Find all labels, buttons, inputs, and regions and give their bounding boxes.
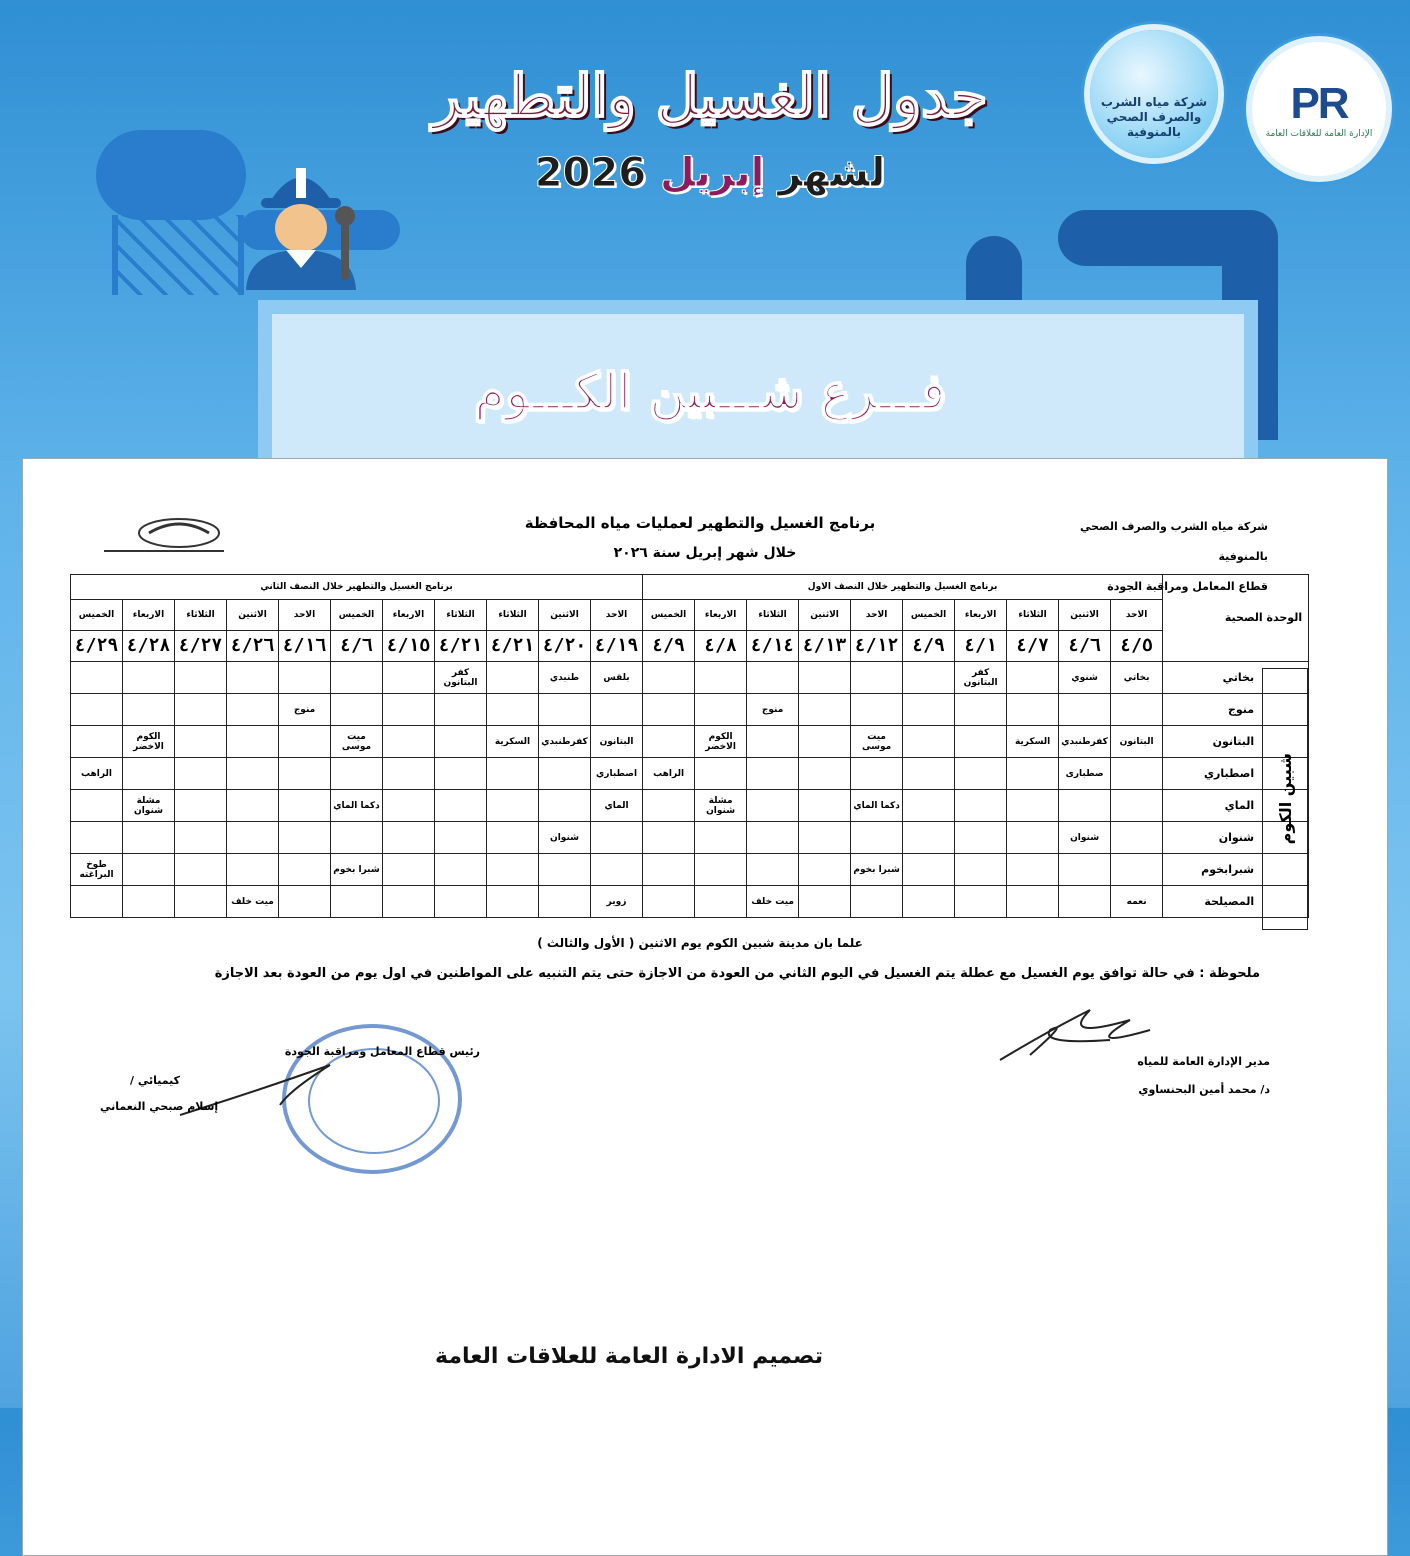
date-cell: ٤/٩ <box>643 631 695 662</box>
schedule-cell <box>279 790 331 822</box>
schedule-cell <box>799 790 851 822</box>
schedule-cell <box>643 694 695 726</box>
schedule-cell: صطبارى <box>1059 758 1111 790</box>
schedule-cell <box>799 726 851 758</box>
schedule-cell <box>955 790 1007 822</box>
second-half-header: برنامج الغسيل والتطهير خلال النصف الثاني <box>71 575 643 600</box>
date-cell: ٤/١٣ <box>799 631 851 662</box>
schedule-cell <box>1059 854 1111 886</box>
table-row <box>71 886 1309 918</box>
table-row <box>71 694 1309 726</box>
schedule-cell <box>227 758 279 790</box>
tank-stand <box>112 215 244 295</box>
schedule-cell <box>799 758 851 790</box>
schedule-cell <box>123 886 175 918</box>
doc-company-logo <box>104 515 224 555</box>
designer-credit: تصميم الادارة العامة للعلاقات العامة <box>430 1330 828 1382</box>
schedule-cell <box>799 694 851 726</box>
schedule-cell: بخاتي <box>1111 662 1163 694</box>
schedule-cell <box>903 886 955 918</box>
schedule-cell <box>903 854 955 886</box>
schedule-cell <box>71 726 123 758</box>
unit-name: الماي <box>1163 790 1309 822</box>
schedule-cell <box>123 662 175 694</box>
tank-icon <box>96 130 246 220</box>
schedule-cell <box>71 822 123 854</box>
schedule-cell <box>71 662 123 694</box>
schedule-cell <box>383 662 435 694</box>
schedule-cell: كفرطنبدي <box>539 726 591 758</box>
schedule-cell <box>1111 854 1163 886</box>
day-cell: الاحد <box>279 600 331 631</box>
schedule-cell <box>227 822 279 854</box>
schedule-cell: شنوي <box>1059 662 1111 694</box>
schedule-cell <box>175 822 227 854</box>
branch-title: فـــرع شـــبين الكـــوم <box>474 362 946 421</box>
schedule-cell <box>695 822 747 854</box>
schedule-cell <box>695 886 747 918</box>
table-row <box>71 758 1309 790</box>
day-cell: الاثنين <box>799 600 851 631</box>
schedule-cell: كفر البتانون <box>435 662 487 694</box>
day-cell: الاربعاء <box>955 600 1007 631</box>
schedule-cell <box>539 854 591 886</box>
day-cell: الخميس <box>71 600 123 631</box>
schedule-cell <box>1111 790 1163 822</box>
day-cell: الخميس <box>903 600 955 631</box>
schedule-cell <box>435 822 487 854</box>
schedule-cell: الكوم الاخضر <box>695 726 747 758</box>
schedule-cell: السكرية <box>1007 726 1059 758</box>
schedule-cell <box>279 662 331 694</box>
schedule-cell <box>383 694 435 726</box>
schedule-cell <box>123 758 175 790</box>
schedule-cell <box>331 694 383 726</box>
schedule-cell <box>71 886 123 918</box>
schedule-cell <box>747 790 799 822</box>
sig-left-name: إسلام صبحي النعماني <box>100 1100 219 1113</box>
schedule-cell: زوير <box>591 886 643 918</box>
schedule-cell <box>487 694 539 726</box>
schedule-cell: ميت خلف <box>747 886 799 918</box>
schedule-cell <box>1111 694 1163 726</box>
schedule-cell <box>383 822 435 854</box>
schedule-cell <box>1007 886 1059 918</box>
schedule-cell <box>279 854 331 886</box>
schedule-cell <box>851 822 903 854</box>
unit-name: المصيلحة <box>1163 886 1309 918</box>
schedule-cell: طوخ البراغته <box>71 854 123 886</box>
subtitle-prefix: لشهر <box>778 150 886 196</box>
schedule-cell <box>227 790 279 822</box>
schedule-cell <box>1111 822 1163 854</box>
monday-note: علما بان مدينة شبين الكوم يوم الاثنين ( الأول والثالث ) <box>537 936 863 950</box>
schedule-cell <box>175 694 227 726</box>
schedule-cell <box>695 758 747 790</box>
schedule-cell <box>695 854 747 886</box>
schedule-cell: شبرا بخوم <box>331 854 383 886</box>
schedule-cell: دكما الماي <box>331 790 383 822</box>
schedule-cell: كفر البتانون <box>955 662 1007 694</box>
schedule-cell: ميت موسى <box>331 726 383 758</box>
doc-title: برنامج الغسيل والتطهير لعمليات مياه المحافظة <box>524 514 876 532</box>
schedule-cell <box>123 854 175 886</box>
schedule-cell <box>643 886 695 918</box>
schedule-cell <box>955 886 1007 918</box>
schedule-cell: اصطباري <box>591 758 643 790</box>
date-cell: ٤/٧ <box>1007 631 1059 662</box>
schedule-cell: مشلة شنوان <box>695 790 747 822</box>
schedule-cell <box>903 694 955 726</box>
date-cell: ٤/٢٧ <box>175 631 227 662</box>
schedule-cell <box>435 758 487 790</box>
schedule-cell <box>123 694 175 726</box>
unit-name: شبرابخوم <box>1163 854 1309 886</box>
schedule-cell <box>435 790 487 822</box>
signature-left <box>100 1040 480 1113</box>
sig-right-name: د/ محمد أمين البحنساوي <box>1138 1083 1270 1096</box>
branch-vertical-text: شبين الكوم <box>1275 753 1295 845</box>
date-cell: ٤/٢٦ <box>227 631 279 662</box>
date-cell: ٤/٢٩ <box>71 631 123 662</box>
pr-logo-caption: الإدارة العامة للعلاقات العامة <box>1265 129 1373 139</box>
schedule-cell <box>955 694 1007 726</box>
schedule-cell <box>851 662 903 694</box>
schedule-cell <box>227 726 279 758</box>
pr-logo <box>1252 42 1386 176</box>
schedule-cell <box>227 854 279 886</box>
schedule-cell <box>279 886 331 918</box>
schedule-cell <box>643 790 695 822</box>
worker-icon <box>226 150 376 290</box>
table-row <box>71 854 1309 886</box>
schedule-cell <box>279 758 331 790</box>
schedule-cell: دكما الماي <box>851 790 903 822</box>
schedule-cell <box>539 694 591 726</box>
schedule-cell <box>1007 758 1059 790</box>
schedule-cell <box>643 726 695 758</box>
day-cell: الاحد <box>591 600 643 631</box>
schedule-cell <box>955 822 1007 854</box>
schedule-cell <box>1007 822 1059 854</box>
day-cell: الثلاثاء <box>175 600 227 631</box>
table-row <box>71 726 1309 758</box>
schedule-cell <box>851 758 903 790</box>
schedule-cell <box>903 726 955 758</box>
schedule-cell <box>71 790 123 822</box>
schedule-cell <box>643 822 695 854</box>
unit-name: شنوان <box>1163 822 1309 854</box>
schedule-cell <box>799 854 851 886</box>
schedule-cell: شنوان <box>1059 822 1111 854</box>
signature-right <box>1070 1048 1270 1104</box>
schedule-cell: ميت خلف <box>227 886 279 918</box>
day-cell: الاثنين <box>227 600 279 631</box>
day-cell: الاثنين <box>1059 600 1111 631</box>
schedule-cell <box>955 758 1007 790</box>
schedule-cell <box>1007 854 1059 886</box>
schedule-cell <box>227 662 279 694</box>
schedule-cell <box>955 854 1007 886</box>
schedule-cell: مشلة شنوان <box>123 790 175 822</box>
day-row <box>71 600 1309 631</box>
schedule-cell <box>539 886 591 918</box>
day-cell: الاحد <box>851 600 903 631</box>
schedule-cell <box>643 854 695 886</box>
schedule-cell <box>747 662 799 694</box>
schedule-cell: كفرطنبدي <box>1059 726 1111 758</box>
schedule-cell: الراهب <box>71 758 123 790</box>
schedule-cell <box>539 758 591 790</box>
schedule-cell: ميت موسى <box>851 726 903 758</box>
day-cell: الاثنين <box>539 600 591 631</box>
schedule-cell <box>539 790 591 822</box>
page-subtitle <box>520 150 900 196</box>
schedule-cell <box>175 886 227 918</box>
schedule-cell <box>383 854 435 886</box>
schedule-cell <box>903 822 955 854</box>
day-cell: الثلاثاء <box>487 600 539 631</box>
schedule-cell: بلقس <box>591 662 643 694</box>
doc-company-name: شركة مياه الشرب والصرف الصحي بالمنوفية <box>1080 520 1268 563</box>
schedule-cell: نعمه <box>1111 886 1163 918</box>
table-row <box>71 790 1309 822</box>
schedule-cell <box>279 822 331 854</box>
schedule-cell <box>851 694 903 726</box>
day-cell: الثلاثاء <box>747 600 799 631</box>
schedule-cell <box>435 726 487 758</box>
schedule-cell <box>1059 694 1111 726</box>
sig-left-role: كيميائي / <box>130 1074 180 1087</box>
schedule-cell: الماي <box>591 790 643 822</box>
water-logo-caption: شركة مياه الشرب والصرف الصحي بالمنوفية <box>1100 94 1208 139</box>
schedule-cell <box>747 822 799 854</box>
schedule-cell <box>175 726 227 758</box>
day-cell: الخميس <box>643 600 695 631</box>
schedule-cell <box>487 886 539 918</box>
pr-logo-text: PR <box>1290 79 1348 128</box>
day-cell: الثلاثاء <box>1007 600 1059 631</box>
schedule-cell <box>331 822 383 854</box>
page-title: جدول الغسيل والتطهير <box>432 62 988 130</box>
schedule-cell: طنبدي <box>539 662 591 694</box>
water-company-logo <box>1090 30 1218 158</box>
schedule-cell: منوج <box>279 694 331 726</box>
doc-sector: قطاع المعامل ومراقبة الجودة <box>1107 580 1268 593</box>
schedule-cell <box>487 790 539 822</box>
holiday-note: ملحوظة : في حالة توافق يوم الغسيل مع عطلة يتم الغسيل في اليوم الثاني من العودة من الاجازة حتى يتم التنبيه على المواطنين في اول يوم من العودة بعد الاجازة <box>214 966 1260 981</box>
table-row <box>71 822 1309 854</box>
sig-left-title: رئيس قطاع المعامل ومراقبة الجودة <box>284 1045 480 1058</box>
schedule-cell <box>175 758 227 790</box>
schedule-cell <box>383 758 435 790</box>
schedule-cell <box>435 854 487 886</box>
doc-period: خلال شهر إبريل سنة ٢٠٢٦ <box>613 545 797 561</box>
date-cell: ٤/٢٠ <box>539 631 591 662</box>
schedule-cell <box>331 662 383 694</box>
schedule-cell <box>331 886 383 918</box>
unit-name: منوج <box>1163 694 1309 726</box>
day-cell: الخميس <box>331 600 383 631</box>
schedule-cell <box>435 694 487 726</box>
schedule-cell: شبرا بخوم <box>851 854 903 886</box>
unit-name: بخاتي <box>1163 662 1309 694</box>
schedule-cell <box>747 854 799 886</box>
date-cell: ٤/١٢ <box>851 631 903 662</box>
schedule-cell <box>331 758 383 790</box>
date-cell: ٤/١٥ <box>383 631 435 662</box>
schedule-cell <box>643 662 695 694</box>
schedule-cell <box>1111 758 1163 790</box>
schedule-table <box>70 574 1309 918</box>
day-cell: الاربعاء <box>123 600 175 631</box>
schedule-cell <box>487 662 539 694</box>
date-cell: ٤/٢١ <box>435 631 487 662</box>
schedule-cell <box>799 662 851 694</box>
unit-name: اصطباري <box>1163 758 1309 790</box>
schedule-cell <box>487 822 539 854</box>
day-cell: الاربعاء <box>695 600 747 631</box>
subtitle-year: 2026 <box>534 150 647 196</box>
date-cell: ٤/٢٨ <box>123 631 175 662</box>
schedule-cell <box>591 854 643 886</box>
schedule-cell <box>903 758 955 790</box>
schedule-cell: السكرية <box>487 726 539 758</box>
schedule-cell <box>1059 790 1111 822</box>
schedule-cell <box>1007 694 1059 726</box>
table-row <box>71 662 1309 694</box>
schedule-cell <box>799 886 851 918</box>
schedule-cell <box>903 790 955 822</box>
date-cell: ٤/١ <box>955 631 1007 662</box>
schedule-cell <box>903 662 955 694</box>
schedule-cell <box>1007 790 1059 822</box>
date-cell: ٤/١٤ <box>747 631 799 662</box>
day-cell: الثلاثاء <box>435 600 487 631</box>
schedule-cell: الكوم الاخضر <box>123 726 175 758</box>
schedule-cell <box>591 694 643 726</box>
schedule-cell <box>279 726 331 758</box>
schedule-cell <box>695 694 747 726</box>
date-cell: ٤/٦ <box>331 631 383 662</box>
schedule-cell <box>591 822 643 854</box>
schedule-cell <box>227 694 279 726</box>
schedule-cell <box>383 886 435 918</box>
schedule-cell <box>123 822 175 854</box>
schedule-cell <box>747 726 799 758</box>
schedule-cell <box>487 758 539 790</box>
schedule-cell: البتانون <box>591 726 643 758</box>
schedule-cell <box>383 790 435 822</box>
date-cell: ٤/٢١ <box>487 631 539 662</box>
schedule-cell <box>955 726 1007 758</box>
sig-right-title: مدير الإدارة العامة للمياه <box>1137 1055 1270 1068</box>
day-cell: الاربعاء <box>383 600 435 631</box>
schedule-cell: منوج <box>747 694 799 726</box>
schedule-cell <box>435 886 487 918</box>
date-cell: ٤/٦ <box>1059 631 1111 662</box>
schedule-cell: شنوان <box>539 822 591 854</box>
half-header-row <box>71 575 1309 600</box>
branch-vertical-label <box>1262 668 1308 930</box>
date-cell: ٤/٨ <box>695 631 747 662</box>
schedule-cell: البتانون <box>1111 726 1163 758</box>
schedule-cell <box>1007 662 1059 694</box>
schedule-cell <box>851 886 903 918</box>
schedule-cell <box>747 758 799 790</box>
date-cell: ٤/١٦ <box>279 631 331 662</box>
first-half-header: برنامج الغسيل والتطهير خلال النصف الاول <box>643 575 1163 600</box>
date-cell: ٤/٩ <box>903 631 955 662</box>
schedule-cell <box>487 854 539 886</box>
schedule-cell <box>799 822 851 854</box>
date-cell: ٤/١٩ <box>591 631 643 662</box>
date-row <box>71 631 1309 662</box>
date-cell: ٤/٥ <box>1111 631 1163 662</box>
unit-header: الوحدة الصحية <box>1163 575 1309 662</box>
schedule-cell <box>383 726 435 758</box>
schedule-cell <box>695 662 747 694</box>
unit-name: البتانون <box>1163 726 1309 758</box>
schedule-cell <box>71 694 123 726</box>
schedule-cell: الراهب <box>643 758 695 790</box>
schedule-cell <box>175 854 227 886</box>
schedule-cell <box>1059 886 1111 918</box>
day-cell: الاحد <box>1111 600 1163 631</box>
subtitle-month: إبريل <box>659 150 765 196</box>
schedule-cell <box>175 790 227 822</box>
schedule-cell <box>175 662 227 694</box>
